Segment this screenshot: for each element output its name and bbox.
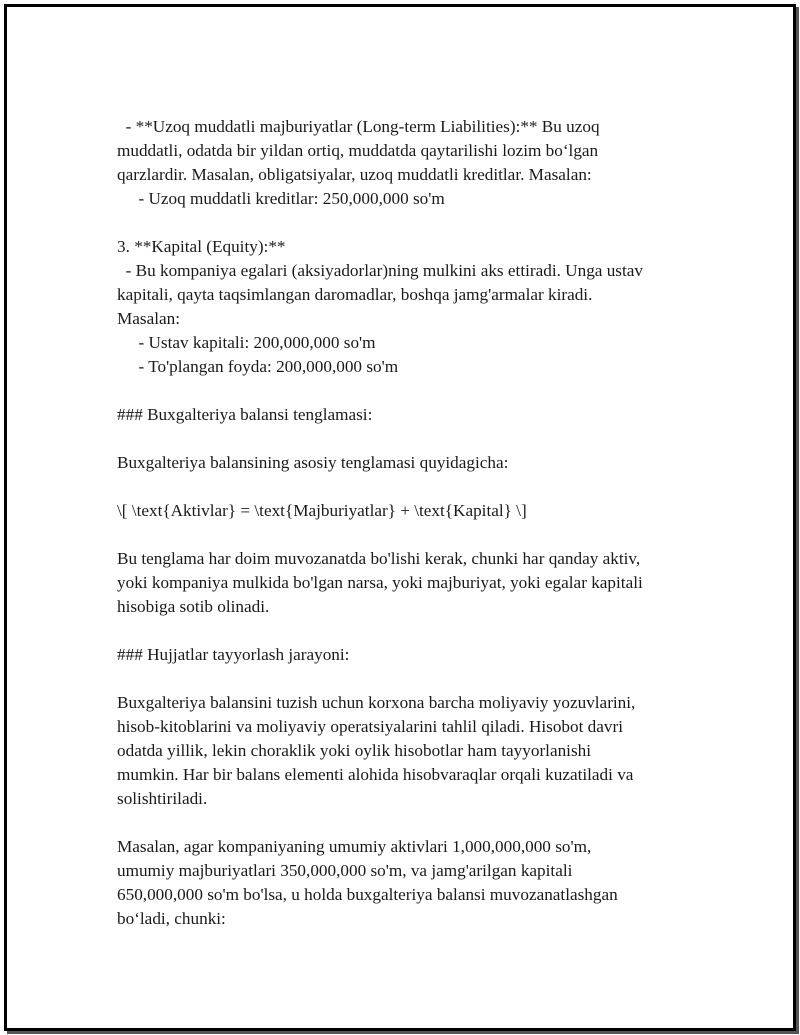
blank-line: [117, 379, 717, 403]
blank-line: [117, 427, 717, 451]
text-line: Buxgalteriya balansining asosiy tenglamasi quyidagicha:: [117, 453, 509, 472]
blank-line: [117, 523, 717, 547]
text-line: hisobiga sotib olinadi.: [117, 597, 270, 616]
text-line: - Ustav kapitali: 200,000,000 so'm: [117, 333, 376, 352]
text-line: kapitali, qayta taqsimlangan daromadlar, boshqa jamg'armalar kiradi.: [117, 285, 593, 304]
text-line: hisob-kitoblarini va moliyaviy operatsiyalarini tahlil qiladi. Hisobot davri: [117, 717, 623, 736]
text-line: Bu tenglama har doim muvozanatda bo'lishi kerak, chunki har qanday aktiv,: [117, 549, 641, 568]
text-line: - Bu kompaniya egalari (aksiyadorlar)ning mulkini aks ettiradi. Unga ustav: [117, 261, 643, 280]
document-body: [117, 115, 717, 931]
text-line: - **Uzoq muddatli majburiyatlar (Long-term Liabilities):** Bu uzoq: [117, 117, 600, 136]
text-line: muddatli, odatda bir yildan ortiq, muddatda qaytarilishi lozim bo‘lgan: [117, 141, 599, 160]
blank-line: [117, 475, 717, 499]
text-line: bo‘ladi, chunki:: [117, 909, 226, 928]
blank-line: [117, 811, 717, 835]
text-line: - Uzoq muddatli kreditlar: 250,000,000 so'm: [117, 189, 445, 208]
text-line: yoki kompaniya mulkida bo'lgan narsa, yoki majburiyat, yoki egalar kapitali: [117, 573, 643, 592]
blank-line: [117, 619, 717, 643]
section-heading: 3. **Kapital (Equity):**: [117, 237, 286, 256]
text-line: umumiy majburiyatlari 350,000,000 so'm, va jamg'arilgan kapitali: [117, 861, 573, 880]
equation-line: \[ \text{Aktivlar} = \text{Majburiyatlar} + \text{Kapital} \]: [117, 501, 527, 520]
text-line: Buxgalteriya balansini tuzish uchun korxona barcha moliyaviy yozuvlarini,: [117, 693, 636, 712]
section-heading: ### Buxgalteriya balansi tenglamasi:: [117, 405, 373, 424]
text-line: 650,000,000 so'm bo'lsa, u holda buxgalteriya balansi muvozanatlashgan: [117, 885, 618, 904]
blank-line: [117, 211, 717, 235]
text-line: qarzlardir. Masalan, obligatsiyalar, uzoq muddatli kreditlar. Masalan:: [117, 165, 592, 184]
text-line: solishtiriladi.: [117, 789, 208, 808]
text-line: Masalan:: [117, 309, 181, 328]
text-line: Masalan, agar kompaniyaning umumiy aktivlari 1,000,000,000 so'm,: [117, 837, 592, 856]
section-heading: ### Hujjatlar tayyorlash jarayoni:: [117, 645, 350, 664]
blank-line: [117, 667, 717, 691]
text-line: odatda yillik, lekin choraklik yoki oylik hisobotlar ham tayyorlanishi: [117, 741, 592, 760]
text-line: - To'plangan foyda: 200,000,000 so'm: [117, 357, 399, 376]
text-line: mumkin. Har bir balans elementi alohida hisobvaraqlar orqali kuzatiladi va: [117, 765, 634, 784]
